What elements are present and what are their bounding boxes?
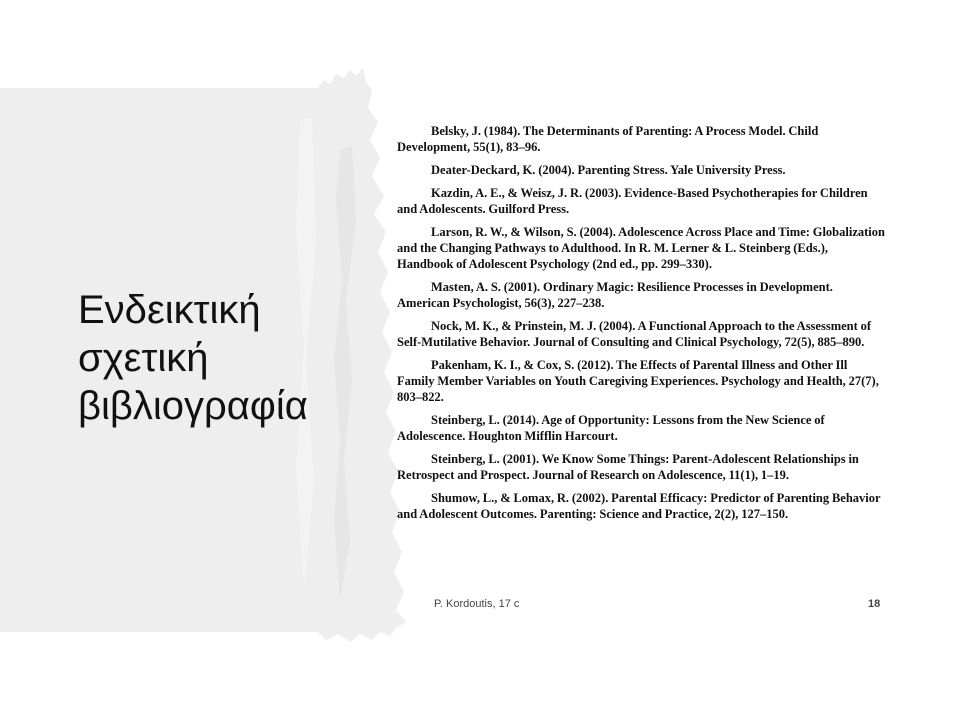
reference-item: Masten, A. S. (2001). Ordinary Magic: Resilience Processes in Development. American Psychologist, 56(3), 227–238. (397, 280, 833, 310)
reference-item: Belsky, J. (1984). The Determinants of Parenting: A Process Model. Child Development, 55(1), 83–96. (397, 124, 819, 154)
reference-item: Steinberg, L. (2014). Age of Opportunity: Lessons from the New Science of Adolescence. Houghton Mifflin Harcourt. (397, 413, 825, 443)
title-line-2: σχετική (78, 336, 209, 380)
footer-author: P. Kordoutis, 17 c (434, 598, 520, 610)
title-line-1: Ενδεικτική (78, 288, 261, 332)
title-line-3: βιβλιογραφία (78, 384, 308, 428)
reference-item: Deater-Deckard, K. (2004). Parenting Stress. Yale University Press. (431, 163, 786, 177)
reference-item: Kazdin, A. E., & Weisz, J. R. (2003). Evidence-Based Psychotherapies for Children and Adolescents. Guilford Press. (397, 186, 868, 216)
reference-item: Larson, R. W., & Wilson, S. (2004). Adolescence Across Place and Time: Globalization and the Changing Pathways to Adulthood. In R. M. Lerner & L. Steinberg (Eds.), Handbook of Adolescent Psychology (2nd ed., pp. 299–330). (397, 225, 885, 271)
slide-title (78, 286, 378, 430)
reference-list (397, 123, 887, 529)
page-number: 18 (868, 598, 881, 610)
reference-item: Pakenham, K. I., & Cox, S. (2012). The Effects of Parental Illness and Other Ill Family Member Variables on Youth Caregiving Experiences. Psychology and Health, 27(7), 803–822. (397, 358, 879, 404)
reference-item: Nock, M. K., & Prinstein, M. J. (2004). A Functional Approach to the Assessment of Self-Mutilative Behavior. Journal of Consulting and Clinical Psychology, 72(5), 885–890. (397, 319, 872, 349)
reference-item: Shumow, L., & Lomax, R. (2002). Parental Efficacy: Predictor of Parenting Behavior and Adolescent Outcomes. Parenting: Science and Practice, 2(2), 127–150. (397, 491, 881, 521)
reference-item: Steinberg, L. (2001). We Know Some Things: Parent-Adolescent Relationships in Retrospect and Prospect. Journal of Research on Adolescence, 11(1), 1–19. (397, 452, 859, 482)
